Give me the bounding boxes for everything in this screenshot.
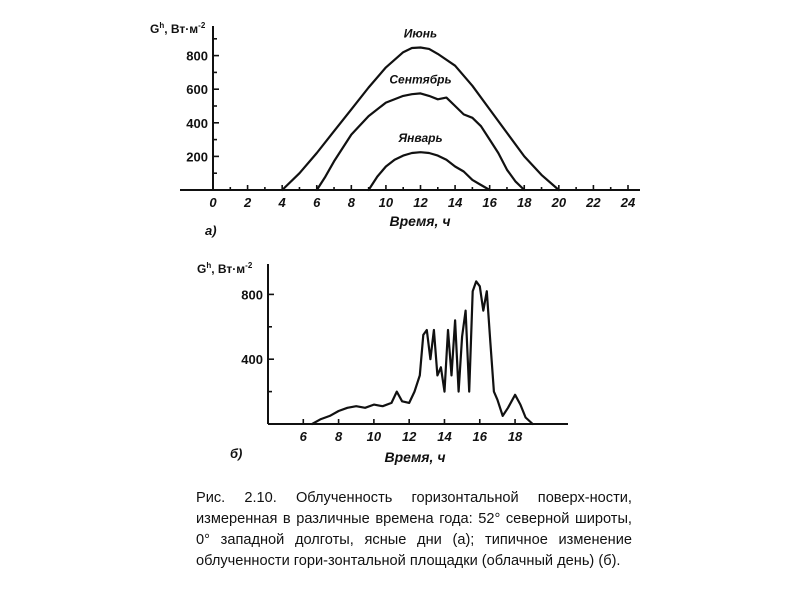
chart-a-y-axis-label: $G^h$, $Вт\cdot м^{-2}$ — [150, 21, 206, 36]
chart-a-panel-label: а) — [205, 223, 217, 238]
chart-b-x-tick-label: 6 — [299, 429, 307, 444]
chart-a-x-tick-label: 20 — [551, 195, 567, 210]
chart-a-x-tick-label: 6 — [313, 195, 321, 210]
chart-a-y-tick-label: 800 — [186, 48, 208, 64]
chart-a-y-tick-label: 200 — [186, 149, 208, 165]
chart-a-clear-days — [0, 0, 800, 250]
chart-a-series-line-0 — [282, 48, 559, 191]
chart-b-y-tick-label: 800 — [241, 287, 263, 303]
chart-a-x-tick-label: 14 — [447, 195, 463, 210]
chart-b-x-tick-label: 10 — [366, 429, 382, 444]
chart-a-series-label: Сентябрь — [389, 72, 452, 87]
figure-caption: Рис. 2.10. Облученность горизонтальной поверх-ности, измеренная в различные времена года: 52° северной широты, 0° западной долготы, ясные дни (а); типичное изменение облученности гори-зонтальной площадки (облачный день) (б). — [196, 490, 632, 569]
chart-a-x-tick-label: 22 — [586, 195, 601, 210]
chart-b-x-tick-label: 8 — [334, 429, 343, 444]
chart-a-x-tick-label: 4 — [278, 195, 286, 210]
chart-a-series-label: Июнь — [403, 26, 438, 41]
chart-b-y-tick-label: 400 — [241, 352, 263, 368]
chart-a-x-tick-label: 18 — [517, 195, 532, 210]
chart-a-x-tick-label: 10 — [378, 195, 394, 210]
chart-b-x-tick-label: 14 — [437, 429, 452, 444]
chart-a-x-tick-label: 0 — [209, 195, 217, 210]
chart-b-x-tick-label: 12 — [401, 429, 417, 444]
chart-a-x-axis-label: Время, ч — [389, 213, 451, 229]
chart-a-x-tick-label: 2 — [243, 195, 252, 210]
chart-a-series-line-2 — [369, 152, 490, 190]
chart-a-x-tick-label: 8 — [347, 195, 355, 210]
chart-a-series-label: Январь — [398, 131, 443, 146]
chart-b-x-tick-label: 18 — [507, 429, 523, 444]
chart-b-cloudy-day — [0, 250, 800, 480]
chart-b-panel-label: б) — [230, 446, 243, 461]
chart-a-x-tick-label: 16 — [482, 195, 497, 210]
chart-a-y-tick-label: 600 — [186, 82, 208, 98]
chart-a-x-tick-label: 24 — [620, 195, 636, 210]
chart-a-x-tick-label: 12 — [413, 195, 428, 210]
chart-b-y-axis-label: $G^h$, $Вт\cdot м^{-2}$ — [197, 261, 253, 276]
chart-a-y-tick-label: 400 — [186, 115, 208, 131]
chart-b-x-tick-label: 16 — [472, 429, 487, 444]
chart-b-series-line — [312, 281, 533, 424]
chart-b-x-axis-label: Время, ч — [384, 449, 446, 465]
